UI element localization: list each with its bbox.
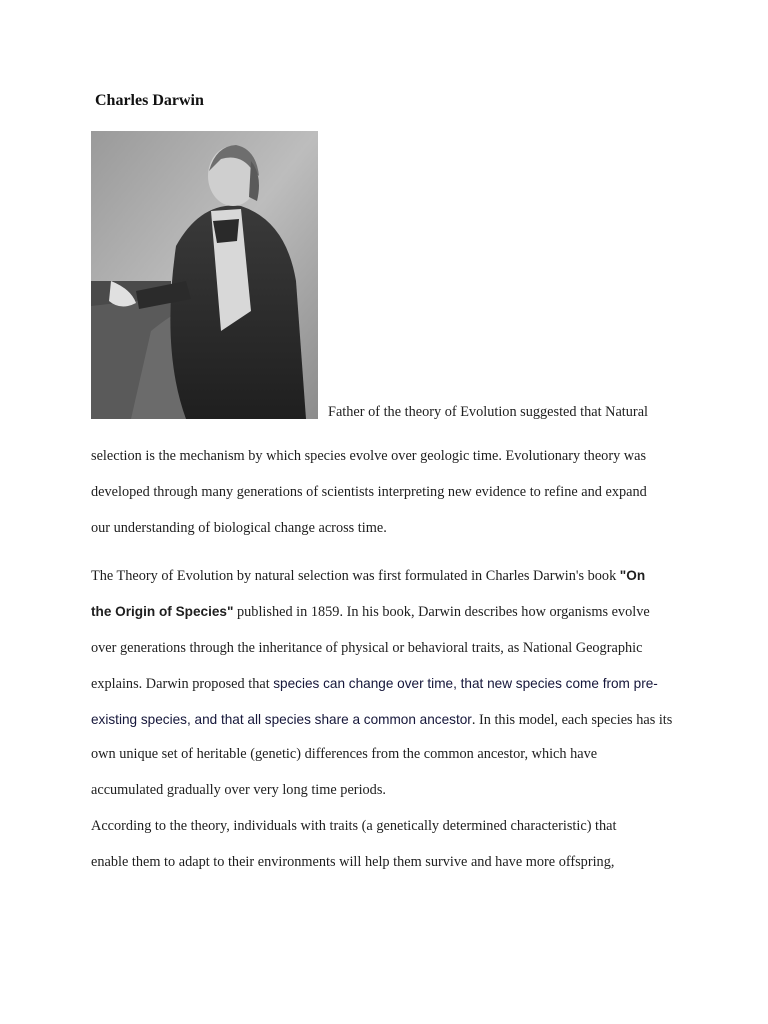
paragraph1-line1: Father of the theory of Evolution suggested that Natural bbox=[328, 404, 649, 420]
paragraph2-line2 bbox=[91, 602, 691, 622]
text-run: The Theory of Evolution by natural selection was first formulated in Charles Darwin's book bbox=[91, 568, 620, 584]
paragraph2-line7: accumulated gradually over very long time periods. bbox=[91, 782, 386, 798]
book-title-start: "On bbox=[619, 568, 646, 583]
paragraph1-line3: developed through many generations of scientists interpreting new evidence to refine and expand bbox=[91, 484, 647, 500]
page-title: Charles Darwin bbox=[95, 92, 204, 109]
paragraph1-line4: our understanding of biological change across time. bbox=[91, 520, 387, 536]
paragraph2-line3: over generations through the inheritance of physical or behavioral traits, as National Geographic bbox=[91, 640, 643, 656]
darwin-portrait bbox=[91, 131, 318, 419]
text-run: explains. Darwin proposed that bbox=[91, 676, 274, 692]
text-run: published in 1859. In his book, Darwin describes how organisms evolve bbox=[233, 604, 650, 620]
highlighted-phrase: existing species, and that all species share a common ancestor bbox=[91, 712, 472, 727]
highlighted-phrase: species can change over time, that new species come from pre- bbox=[273, 676, 658, 691]
paragraph3-line2: enable them to adapt to their environments will help them survive and have more offspring, bbox=[91, 854, 615, 870]
paragraph2-line5 bbox=[91, 710, 691, 730]
text-run: . In this model, each species has its bbox=[471, 712, 673, 728]
paragraph3-line1: According to the theory, individuals with traits (a genetically determined characteristic) that bbox=[91, 818, 617, 834]
paragraph2-line4 bbox=[91, 674, 691, 694]
paragraph1-line2: selection is the mechanism by which species evolve over geologic time. Evolutionary theory was bbox=[91, 448, 647, 464]
book-title-end: the Origin of Species" bbox=[91, 604, 234, 619]
paragraph2-line6: own unique set of heritable (genetic) differences from the common ancestor, which have bbox=[91, 746, 598, 762]
paragraph2-line1 bbox=[91, 566, 691, 586]
